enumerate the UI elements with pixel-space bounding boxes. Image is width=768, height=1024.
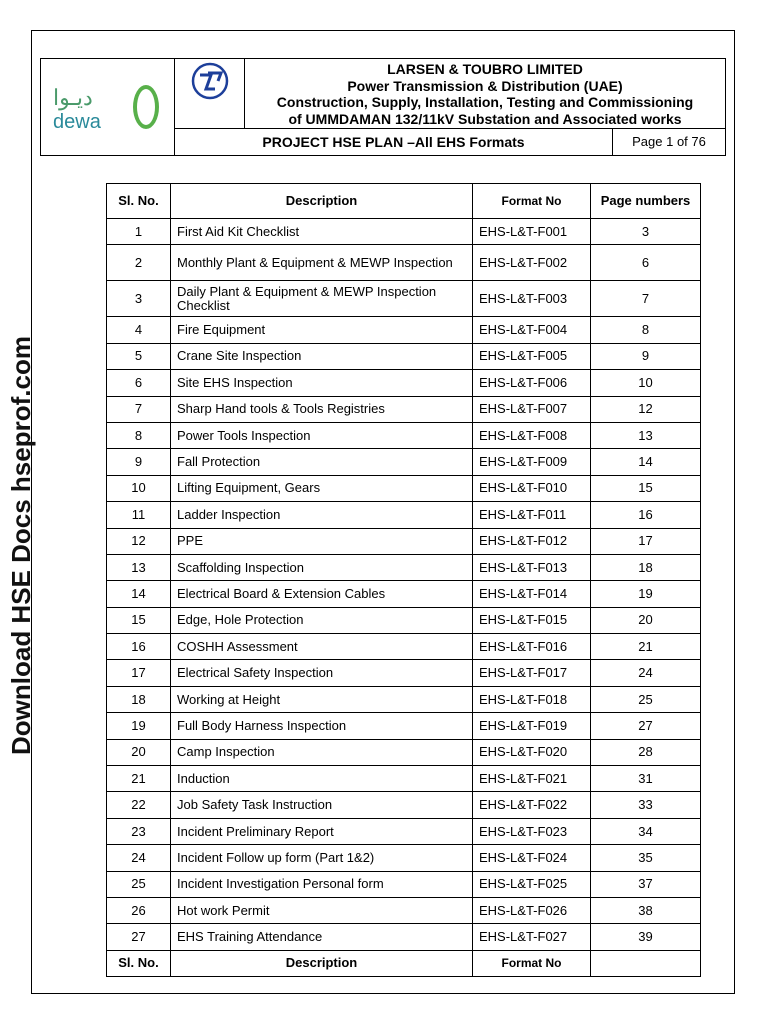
row-sl: 2: [107, 245, 171, 281]
project-line-1: Construction, Supply, Installation, Testing and Commissioning: [276, 94, 694, 110]
table-row: [107, 686, 701, 712]
table-row: [107, 897, 701, 923]
table-row: [107, 634, 701, 660]
row-page: 39: [591, 924, 701, 950]
row-page: 12: [591, 396, 701, 422]
table-row: [107, 502, 701, 528]
plan-title: PROJECT HSE PLAN –All EHS Formats: [175, 129, 613, 155]
row-page: 31: [591, 766, 701, 792]
table-header-row: [107, 184, 701, 219]
row-sl: 3: [107, 281, 171, 317]
table-row: [107, 475, 701, 501]
footer-sl: Sl. No.: [107, 950, 171, 976]
row-format-no: EHS-L&T-F025: [473, 871, 591, 897]
row-format-no: EHS-L&T-F002: [473, 245, 591, 281]
row-format-no: EHS-L&T-F022: [473, 792, 591, 818]
row-page: 16: [591, 502, 701, 528]
row-format-no: EHS-L&T-F021: [473, 766, 591, 792]
column-header-page: Page numbers: [591, 184, 701, 219]
row-page: 25: [591, 686, 701, 712]
row-description: Ladder Inspection: [171, 502, 473, 528]
table-row: [107, 528, 701, 554]
row-format-no: EHS-L&T-F011: [473, 502, 591, 528]
row-description: Scaffolding Inspection: [171, 554, 473, 580]
document-header: [40, 58, 726, 156]
row-format-no: EHS-L&T-F007: [473, 396, 591, 422]
table-row: [107, 871, 701, 897]
row-description: COSHH Assessment: [171, 634, 473, 660]
row-sl: 26: [107, 897, 171, 923]
row-sl: 18: [107, 686, 171, 712]
row-description: Full Body Harness Inspection: [171, 713, 473, 739]
table-row: [107, 219, 701, 245]
row-description: Incident Follow up form (Part 1&2): [171, 845, 473, 871]
row-page: 27: [591, 713, 701, 739]
lt-logo-icon: [175, 59, 245, 129]
row-format-no: EHS-L&T-F004: [473, 317, 591, 343]
row-description: Hot work Permit: [171, 897, 473, 923]
table-footer-row: [107, 950, 701, 976]
row-format-no: EHS-L&T-F009: [473, 449, 591, 475]
row-description: Monthly Plant & Equipment & MEWP Inspection: [171, 245, 473, 281]
row-sl: 11: [107, 502, 171, 528]
division-name: Power Transmission & Distribution (UAE): [347, 77, 623, 94]
row-page: 21: [591, 634, 701, 660]
company-name: LARSEN & TOUBRO LIMITED: [387, 61, 583, 77]
row-description: Fire Equipment: [171, 317, 473, 343]
row-sl: 23: [107, 818, 171, 844]
row-description: Working at Height: [171, 686, 473, 712]
row-description: Power Tools Inspection: [171, 422, 473, 448]
row-page: 18: [591, 554, 701, 580]
column-header-format: Format No: [473, 184, 591, 219]
table-row: [107, 766, 701, 792]
table-row: [107, 660, 701, 686]
row-format-no: EHS-L&T-F026: [473, 897, 591, 923]
page-number: Page 1 of 76: [632, 134, 706, 149]
row-sl: 21: [107, 766, 171, 792]
row-page: 20: [591, 607, 701, 633]
row-page: 34: [591, 818, 701, 844]
row-description: Electrical Board & Extension Cables: [171, 581, 473, 607]
row-page: 33: [591, 792, 701, 818]
row-sl: 20: [107, 739, 171, 765]
table-row: [107, 607, 701, 633]
row-format-no: EHS-L&T-F024: [473, 845, 591, 871]
dewa-logo: [41, 59, 175, 155]
row-page: 14: [591, 449, 701, 475]
table-row: [107, 554, 701, 580]
table-row: [107, 281, 701, 317]
row-description: Incident Preliminary Report: [171, 818, 473, 844]
column-header-sl: Sl. No.: [107, 184, 171, 219]
row-sl: 24: [107, 845, 171, 871]
project-line-2: of UMMDAMAN 132/11kV Substation and Associated works: [288, 110, 682, 127]
formats-table: [106, 183, 701, 977]
lt-logo: [175, 59, 245, 129]
row-format-no: EHS-L&T-F016: [473, 634, 591, 660]
row-page: 6: [591, 245, 701, 281]
dewa-logo-arabic: ديـوا: [53, 85, 93, 110]
table-row: [107, 792, 701, 818]
row-page: 28: [591, 739, 701, 765]
row-description: Induction: [171, 766, 473, 792]
row-format-no: EHS-L&T-F023: [473, 818, 591, 844]
row-format-no: EHS-L&T-F012: [473, 528, 591, 554]
row-page: 38: [591, 897, 701, 923]
table-row: [107, 245, 701, 281]
row-sl: 27: [107, 924, 171, 950]
row-sl: 8: [107, 422, 171, 448]
row-description: Edge, Hole Protection: [171, 607, 473, 633]
row-sl: 19: [107, 713, 171, 739]
row-format-no: EHS-L&T-F015: [473, 607, 591, 633]
row-sl: 9: [107, 449, 171, 475]
row-page: 3: [591, 219, 701, 245]
table-row: [107, 845, 701, 871]
row-description: Camp Inspection: [171, 739, 473, 765]
row-page: 35: [591, 845, 701, 871]
table-row: [107, 449, 701, 475]
watermark-text: Download HSE Docs hseprof.com: [6, 336, 36, 755]
table-row: [107, 581, 701, 607]
row-sl: 4: [107, 317, 171, 343]
row-format-no: EHS-L&T-F020: [473, 739, 591, 765]
row-page: 7: [591, 281, 701, 317]
row-page: 17: [591, 528, 701, 554]
row-sl: 14: [107, 581, 171, 607]
row-description: First Aid Kit Checklist: [171, 219, 473, 245]
row-page: 13: [591, 422, 701, 448]
row-page: 19: [591, 581, 701, 607]
row-format-no: EHS-L&T-F006: [473, 370, 591, 396]
row-sl: 16: [107, 634, 171, 660]
row-page: 37: [591, 871, 701, 897]
row-page: 15: [591, 475, 701, 501]
row-description: Sharp Hand tools & Tools Registries: [171, 396, 473, 422]
footer-description: Description: [171, 950, 473, 976]
row-sl: 6: [107, 370, 171, 396]
row-format-no: EHS-L&T-F008: [473, 422, 591, 448]
row-sl: 10: [107, 475, 171, 501]
row-format-no: EHS-L&T-F017: [473, 660, 591, 686]
table-row: [107, 924, 701, 950]
row-page: 10: [591, 370, 701, 396]
row-page: 9: [591, 343, 701, 369]
row-sl: 5: [107, 343, 171, 369]
table-row: [107, 343, 701, 369]
row-description: Daily Plant & Equipment & MEWP Inspection Checklist: [171, 281, 473, 317]
row-description: Lifting Equipment, Gears: [171, 475, 473, 501]
footer-format: Format No: [473, 950, 591, 976]
row-format-no: EHS-L&T-F019: [473, 713, 591, 739]
row-description: EHS Training Attendance: [171, 924, 473, 950]
row-sl: 1: [107, 219, 171, 245]
table-row: [107, 422, 701, 448]
dewa-logo-text: dewa: [53, 111, 101, 133]
row-format-no: EHS-L&T-F027: [473, 924, 591, 950]
row-description: Site EHS Inspection: [171, 370, 473, 396]
dewa-ring-icon: [133, 85, 159, 129]
row-format-no: EHS-L&T-F018: [473, 686, 591, 712]
row-description: Job Safety Task Instruction: [171, 792, 473, 818]
row-page: 8: [591, 317, 701, 343]
row-format-no: EHS-L&T-F014: [473, 581, 591, 607]
header-title-block: [245, 59, 725, 129]
column-header-description: Description: [171, 184, 473, 219]
table-row: [107, 739, 701, 765]
row-format-no: EHS-L&T-F010: [473, 475, 591, 501]
table-row: [107, 818, 701, 844]
row-description: Crane Site Inspection: [171, 343, 473, 369]
row-description: Incident Investigation Personal form: [171, 871, 473, 897]
row-sl: 7: [107, 396, 171, 422]
table-body: [107, 219, 701, 951]
row-format-no: EHS-L&T-F005: [473, 343, 591, 369]
table-row: [107, 713, 701, 739]
row-sl: 12: [107, 528, 171, 554]
row-format-no: EHS-L&T-F003: [473, 281, 591, 317]
row-sl: 25: [107, 871, 171, 897]
row-sl: 17: [107, 660, 171, 686]
row-format-no: EHS-L&T-F013: [473, 554, 591, 580]
table-row: [107, 370, 701, 396]
row-format-no: EHS-L&T-F001: [473, 219, 591, 245]
row-description: Electrical Safety Inspection: [171, 660, 473, 686]
table-row: [107, 317, 701, 343]
row-page: 24: [591, 660, 701, 686]
footer-page: [591, 950, 701, 976]
row-description: PPE: [171, 528, 473, 554]
row-sl: 22: [107, 792, 171, 818]
row-sl: 13: [107, 554, 171, 580]
row-description: Fall Protection: [171, 449, 473, 475]
table-row: [107, 396, 701, 422]
row-sl: 15: [107, 607, 171, 633]
